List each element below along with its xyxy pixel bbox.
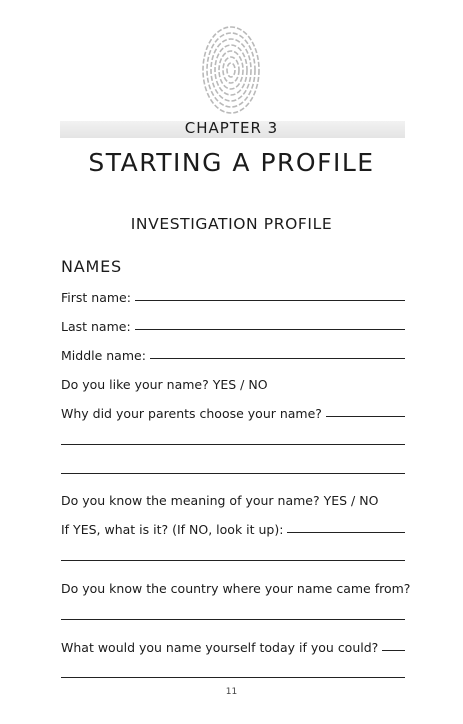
why-parents-label: Why did your parents choose your name?: [61, 406, 322, 421]
last-name-line[interactable]: [135, 329, 405, 330]
first-name-field[interactable]: [61, 287, 405, 305]
name-yourself-label: What would you name yourself today if you could?: [61, 640, 379, 655]
name-yourself-line[interactable]: [382, 650, 405, 651]
why-parents-line[interactable]: [326, 416, 405, 417]
answer-line[interactable]: [61, 444, 405, 445]
if-yes-line[interactable]: [287, 532, 405, 533]
like-name-label: Do you like your name? YES / NO: [61, 377, 268, 392]
like-name-question: [61, 374, 405, 392]
fingerprint-icon: [199, 18, 263, 118]
profile-title: INVESTIGATION PROFILE: [130, 215, 333, 233]
know-meaning-label: Do you know the meaning of your name? YES / NO: [61, 493, 379, 508]
page-number: 11: [225, 687, 238, 697]
first-name-label: First name:: [61, 290, 131, 305]
know-country-label: Do you know the country where your name came from?: [61, 581, 411, 596]
answer-line[interactable]: [61, 560, 405, 561]
if-yes-label: If YES, what is it? (If NO, look it up):: [61, 522, 284, 537]
first-name-line[interactable]: [135, 300, 405, 301]
middle-name-field[interactable]: [61, 345, 405, 363]
last-name-field[interactable]: [61, 316, 405, 334]
section-title: NAMES: [61, 257, 122, 276]
middle-name-line[interactable]: [150, 358, 405, 359]
know-country-question: [61, 578, 411, 596]
middle-name-label: Middle name:: [61, 348, 146, 363]
page-title: STARTING A PROFILE: [88, 148, 375, 177]
name-yourself-field[interactable]: [61, 637, 405, 655]
answer-line[interactable]: [61, 619, 405, 620]
answer-line[interactable]: [61, 677, 405, 678]
know-meaning-question: [61, 490, 405, 508]
if-yes-field[interactable]: [61, 519, 405, 537]
chapter-label: CHAPTER 3: [184, 119, 279, 137]
answer-line[interactable]: [61, 473, 405, 474]
last-name-label: Last name:: [61, 319, 131, 334]
why-parents-field[interactable]: [61, 403, 405, 421]
